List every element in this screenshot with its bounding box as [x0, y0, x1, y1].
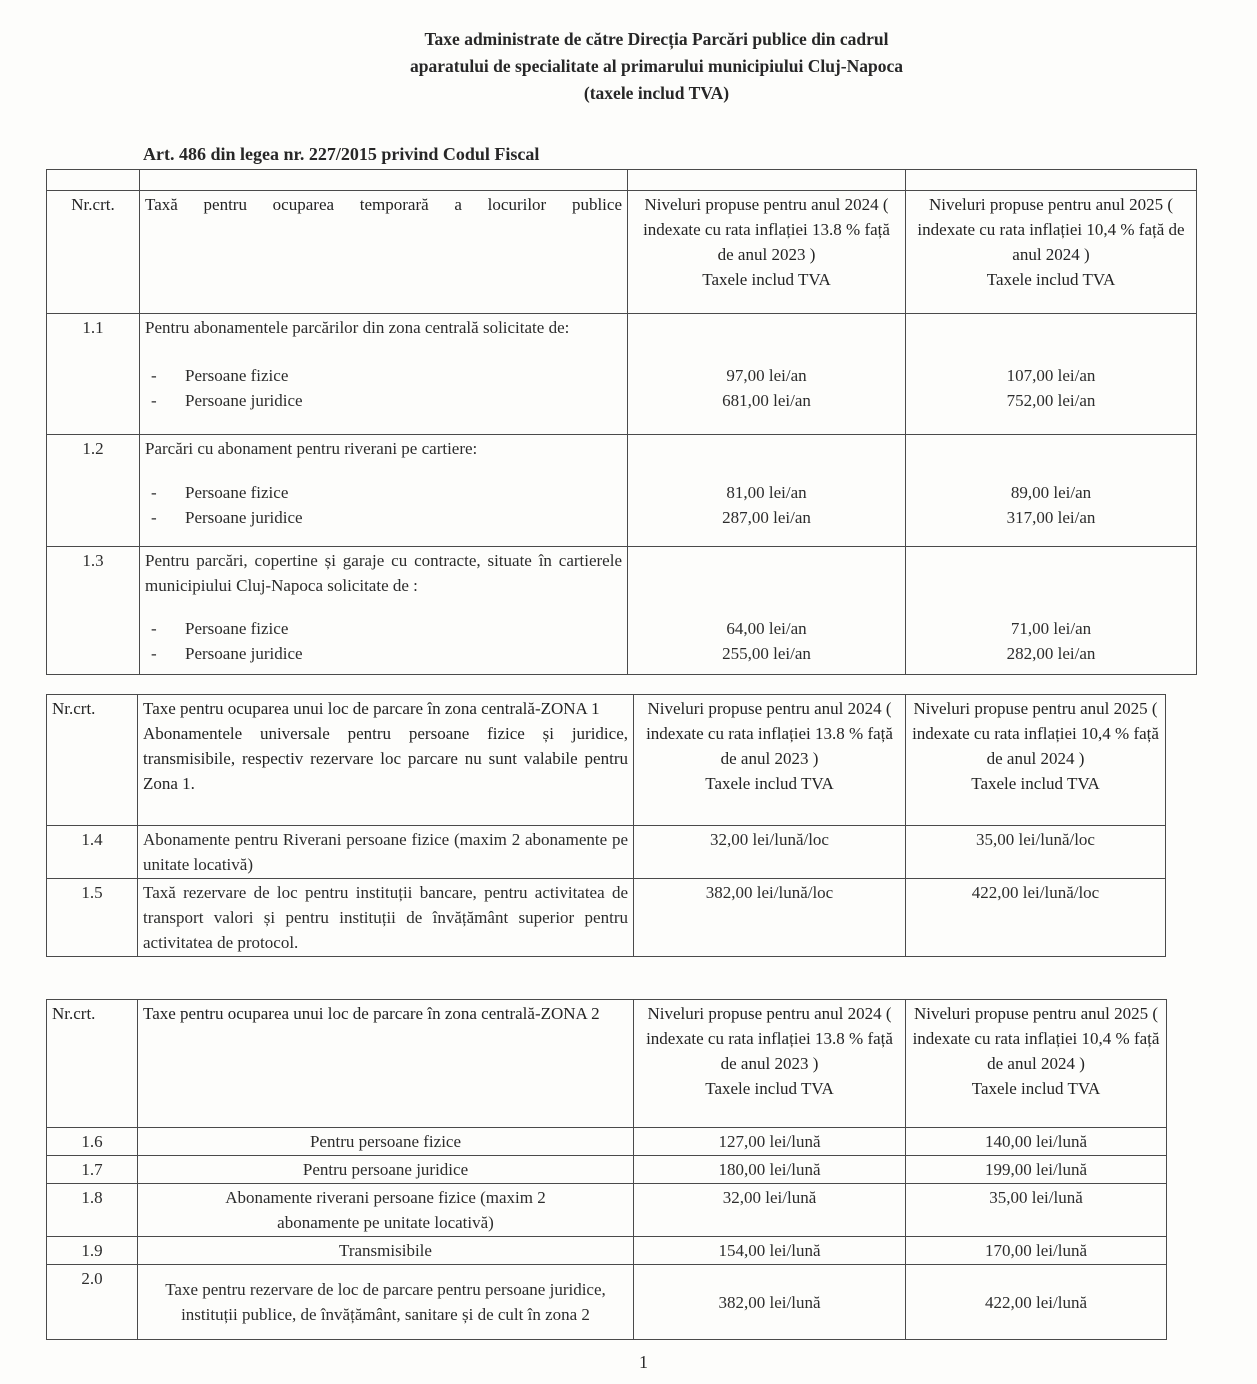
cell-descriere	[138, 879, 634, 957]
value-2025: 89,00 lei/an	[1010, 483, 1092, 502]
empty-cell	[906, 170, 1197, 191]
spacer	[145, 340, 622, 363]
header-2025-tva-note: Taxele includ TVA	[971, 1079, 1101, 1098]
header-niveluri-2025	[906, 695, 1166, 826]
header-taxa-descriere: Taxe pentru ocuparea unui loc de parcare în zona centrală-ZONA 2	[138, 1000, 634, 1128]
cell-valoare-2024: 180,00 lei/lună	[634, 1156, 906, 1184]
cell-nr: 1.5	[47, 879, 138, 957]
value-2025: 107,00 lei/an	[1006, 366, 1096, 385]
cell-descriere	[138, 1265, 634, 1340]
spacer	[145, 461, 622, 480]
header-taxa-descriere	[138, 695, 634, 826]
value-2025: 282,00 lei/an	[1006, 644, 1096, 663]
header-2025-text: Niveluri propuse pentru anul 2025 ( indexate cu rata inflației 10,4 % față de anul 2024 )	[912, 699, 1159, 768]
cell-content	[911, 315, 1191, 433]
cell-content	[911, 548, 1191, 673]
bullet-list	[145, 616, 622, 673]
value-2024: 255,00 lei/an	[722, 644, 811, 663]
empty-cell	[628, 170, 906, 191]
bullet-item	[145, 505, 622, 530]
row-description: Pentru abonamentele parcărilor din zona centrală solicitate de:	[145, 318, 570, 337]
bullet-item	[145, 616, 622, 641]
value-list	[633, 480, 900, 545]
bullet-label: Persoane juridice	[185, 391, 303, 410]
spacer	[145, 598, 622, 616]
cell-valoare-2025	[906, 547, 1197, 675]
cell-descriere: Pentru persoane juridice	[138, 1156, 634, 1184]
header-2025-text: Niveluri propuse pentru anul 2025 ( indexate cu rata inflației 10,4 % față de anul 2024 )	[917, 195, 1185, 264]
cell-content	[633, 315, 900, 433]
cell-nr: 1.3	[47, 547, 140, 675]
title-line-3: (taxele includ TVA)	[583, 83, 730, 103]
header-niveluri-2025	[906, 191, 1197, 314]
header-2024-tva-note: Taxele includ TVA	[705, 774, 834, 793]
dash-bullet: -	[151, 508, 157, 527]
bullet-label: Persoane fizice	[185, 483, 289, 502]
header-nr-crt: Nr.crt.	[47, 1000, 138, 1128]
cell-valoare-2024	[628, 435, 906, 547]
cell-valoare-2024: 127,00 lei/lună	[634, 1128, 906, 1156]
table-row-1-3	[47, 547, 1197, 675]
bullet-label: Persoane fizice	[185, 366, 289, 385]
table-row-1-9	[47, 1237, 1167, 1265]
bullet-item	[145, 641, 622, 666]
header-2024-text: Niveluri propuse pentru anul 2024 ( indexate cu rata inflației 13.8 % față de anul 2023 )	[643, 195, 890, 264]
value-list	[911, 616, 1191, 673]
header-zona-title: Taxe pentru ocuparea unui loc de parcare în zona centrală-ZONA 1	[143, 699, 600, 718]
spacer	[911, 548, 1191, 616]
cell-content	[633, 436, 900, 545]
bullet-item	[145, 480, 622, 505]
page-number: 1	[639, 1352, 648, 1372]
header-nr-crt: Nr.crt.	[47, 191, 140, 314]
table-header-row	[47, 191, 1197, 314]
table-zona-1	[46, 694, 1166, 957]
header-niveluri-2024	[634, 695, 906, 826]
spacer	[911, 436, 1191, 480]
cell-valoare-2024: 32,00 lei/lună	[634, 1184, 906, 1237]
cell-valoare-2025: 422,00 lei/lună/loc	[906, 879, 1166, 957]
table-row-1-1	[47, 314, 1197, 435]
table-row-1-4	[47, 826, 1166, 879]
empty-cell	[47, 170, 140, 191]
value-2024: 287,00 lei/an	[722, 508, 811, 527]
cell-descriere	[138, 826, 634, 879]
header-2024-text: Niveluri propuse pentru anul 2024 ( indexate cu rata inflației 13.8 % față de anul 2023 )	[646, 1004, 893, 1073]
header-2024-text: Niveluri propuse pentru anul 2024 ( indexate cu rata inflației 13.8 % față de anul 2023 )	[646, 699, 893, 768]
cell-nr: 2.0	[47, 1265, 138, 1340]
spacer	[633, 436, 900, 480]
cell-nr: 1.2	[47, 435, 140, 547]
table-taxe-locuri-publice	[46, 169, 1197, 675]
cell-valoare-2025	[906, 314, 1197, 435]
bullet-list	[145, 363, 622, 433]
empty-cell	[140, 170, 628, 191]
cell-valoare-2025: 140,00 lei/lună	[906, 1128, 1167, 1156]
cell-descriere	[140, 547, 628, 675]
header-2025-text: Niveluri propuse pentru anul 2025 ( indexate cu rata inflației 10,4 % față de anul 2024 )	[912, 1004, 1160, 1073]
cell-content	[911, 436, 1191, 545]
cell-descriere: Pentru persoane fizice	[138, 1128, 634, 1156]
cell-valoare-2024	[628, 314, 906, 435]
table-header-row	[47, 695, 1166, 826]
title-line-2: aparatului de specialitate al primarului municipiului Cluj-Napoca	[410, 56, 903, 76]
dash-bullet: -	[151, 391, 157, 410]
row-description: Taxe pentru rezervare de loc de parcare pentru persoane juridice, instituții publice, de învățământ, sanitare și de cult în zona 2	[165, 1280, 606, 1324]
cell-nr: 1.1	[47, 314, 140, 435]
cell-valoare-2025: 199,00 lei/lună	[906, 1156, 1167, 1184]
header-2025-tva-note: Taxele includ TVA	[986, 270, 1116, 289]
value-list	[633, 363, 900, 433]
legal-reference-heading: Art. 486 din legea nr. 227/2015 privind Codul Fiscal	[143, 144, 540, 164]
table-row-empty	[47, 170, 1197, 191]
cell-valoare-2025: 35,00 lei/lună	[906, 1184, 1167, 1237]
bullet-label: Persoane juridice	[185, 644, 303, 663]
cell-valoare-2025: 170,00 lei/lună	[906, 1237, 1167, 1265]
cell-valoare-2024	[628, 547, 906, 675]
cell-nr: 1.4	[47, 826, 138, 879]
cell-descriere: Abonamente riverani persoane fizice (maxim 2 abonamente pe unitate locativă)	[138, 1184, 634, 1237]
header-taxa-descriere: Taxă pentru ocuparea temporară a locurilor publice	[140, 191, 628, 314]
document-title	[0, 0, 1257, 107]
dash-bullet: -	[151, 366, 157, 385]
table-row-1-7	[47, 1156, 1167, 1184]
cell-content	[145, 315, 622, 433]
value-2024: 64,00 lei/an	[726, 619, 807, 638]
table-zona-2	[46, 999, 1167, 1340]
cell-valoare-2025: 35,00 lei/lună/loc	[906, 826, 1166, 879]
cell-content	[633, 548, 900, 673]
cell-descriere	[140, 314, 628, 435]
value-2024: 681,00 lei/an	[722, 391, 811, 410]
value-2024: 97,00 lei/an	[726, 366, 807, 385]
value-list	[633, 616, 900, 673]
bullet-label: Persoane juridice	[185, 508, 303, 527]
spacer	[633, 315, 900, 363]
header-2025-tva-note: Taxele includ TVA	[971, 774, 1100, 793]
table-header-row	[47, 1000, 1167, 1128]
title-line-1: Taxe administrate de către Direcția Parcări publice din cadrul	[424, 29, 889, 49]
header-nr-crt: Nr.crt.	[47, 695, 138, 826]
table-row-1-6	[47, 1128, 1167, 1156]
header-2024-tva-note: Taxele includ TVA	[705, 1079, 834, 1098]
row-description: Abonamente pentru Riverani persoane fizice (maxim 2 abonamente pe unitate locativă)	[143, 830, 628, 874]
bullet-label: Persoane fizice	[185, 619, 289, 638]
header-niveluri-2025	[906, 1000, 1167, 1128]
value-2024: 81,00 lei/an	[726, 483, 807, 502]
row-description: Parcări cu abonament pentru riverani pe cartiere:	[145, 439, 478, 458]
cell-nr: 1.6	[47, 1128, 138, 1156]
header-2024-tva-note: Taxele includ TVA	[702, 270, 831, 289]
cell-descriere: Transmisibile	[138, 1237, 634, 1265]
table-row-1-5	[47, 879, 1166, 957]
row-description: Pentru parcări, copertine și garaje cu contracte, situate în cartierele municipiului Cluj-Napoca solicitate de :	[145, 551, 622, 595]
spacer	[633, 548, 900, 616]
row-description: Taxă rezervare de loc pentru instituții bancare, pentru activitatea de transport valori și pentru instituții de învățământ superior pentru activitatea de protocol.	[143, 883, 628, 952]
value-2025: 71,00 lei/an	[1010, 619, 1092, 638]
cell-valoare-2024: 382,00 lei/lună	[634, 1265, 906, 1340]
cell-content	[145, 548, 622, 673]
header-zona-note: Abonamentele universale pentru persoane fizice și juridice, transmisibile, respectiv rezervare loc parcare nu sunt valabile pentru Zona 1.	[143, 724, 628, 793]
cell-valoare-2025	[906, 435, 1197, 547]
value-2025: 752,00 lei/an	[1006, 391, 1096, 410]
table-row-1-2	[47, 435, 1197, 547]
cell-nr: 1.8	[47, 1184, 138, 1237]
bullet-list	[145, 480, 622, 545]
table-row-2-0	[47, 1265, 1167, 1340]
dash-bullet: -	[151, 619, 157, 638]
cell-nr: 1.9	[47, 1237, 138, 1265]
cell-valoare-2025: 422,00 lei/lună	[906, 1265, 1167, 1340]
cell-valoare-2024: 32,00 lei/lună/loc	[634, 826, 906, 879]
cell-descriere	[140, 435, 628, 547]
table-row-1-8	[47, 1184, 1167, 1237]
cell-nr: 1.7	[47, 1156, 138, 1184]
bullet-item	[145, 363, 622, 388]
cell-content	[145, 436, 622, 545]
cell-valoare-2024: 382,00 lei/lună/loc	[634, 879, 906, 957]
header-niveluri-2024	[634, 1000, 906, 1128]
dash-bullet: -	[151, 483, 157, 502]
value-list	[911, 363, 1191, 433]
value-2025: 317,00 lei/an	[1006, 508, 1096, 527]
spacer	[911, 315, 1191, 363]
value-list	[911, 480, 1191, 545]
bullet-item	[145, 388, 622, 413]
dash-bullet: -	[151, 644, 157, 663]
cell-valoare-2024: 154,00 lei/lună	[634, 1237, 906, 1265]
header-niveluri-2024	[628, 191, 906, 314]
